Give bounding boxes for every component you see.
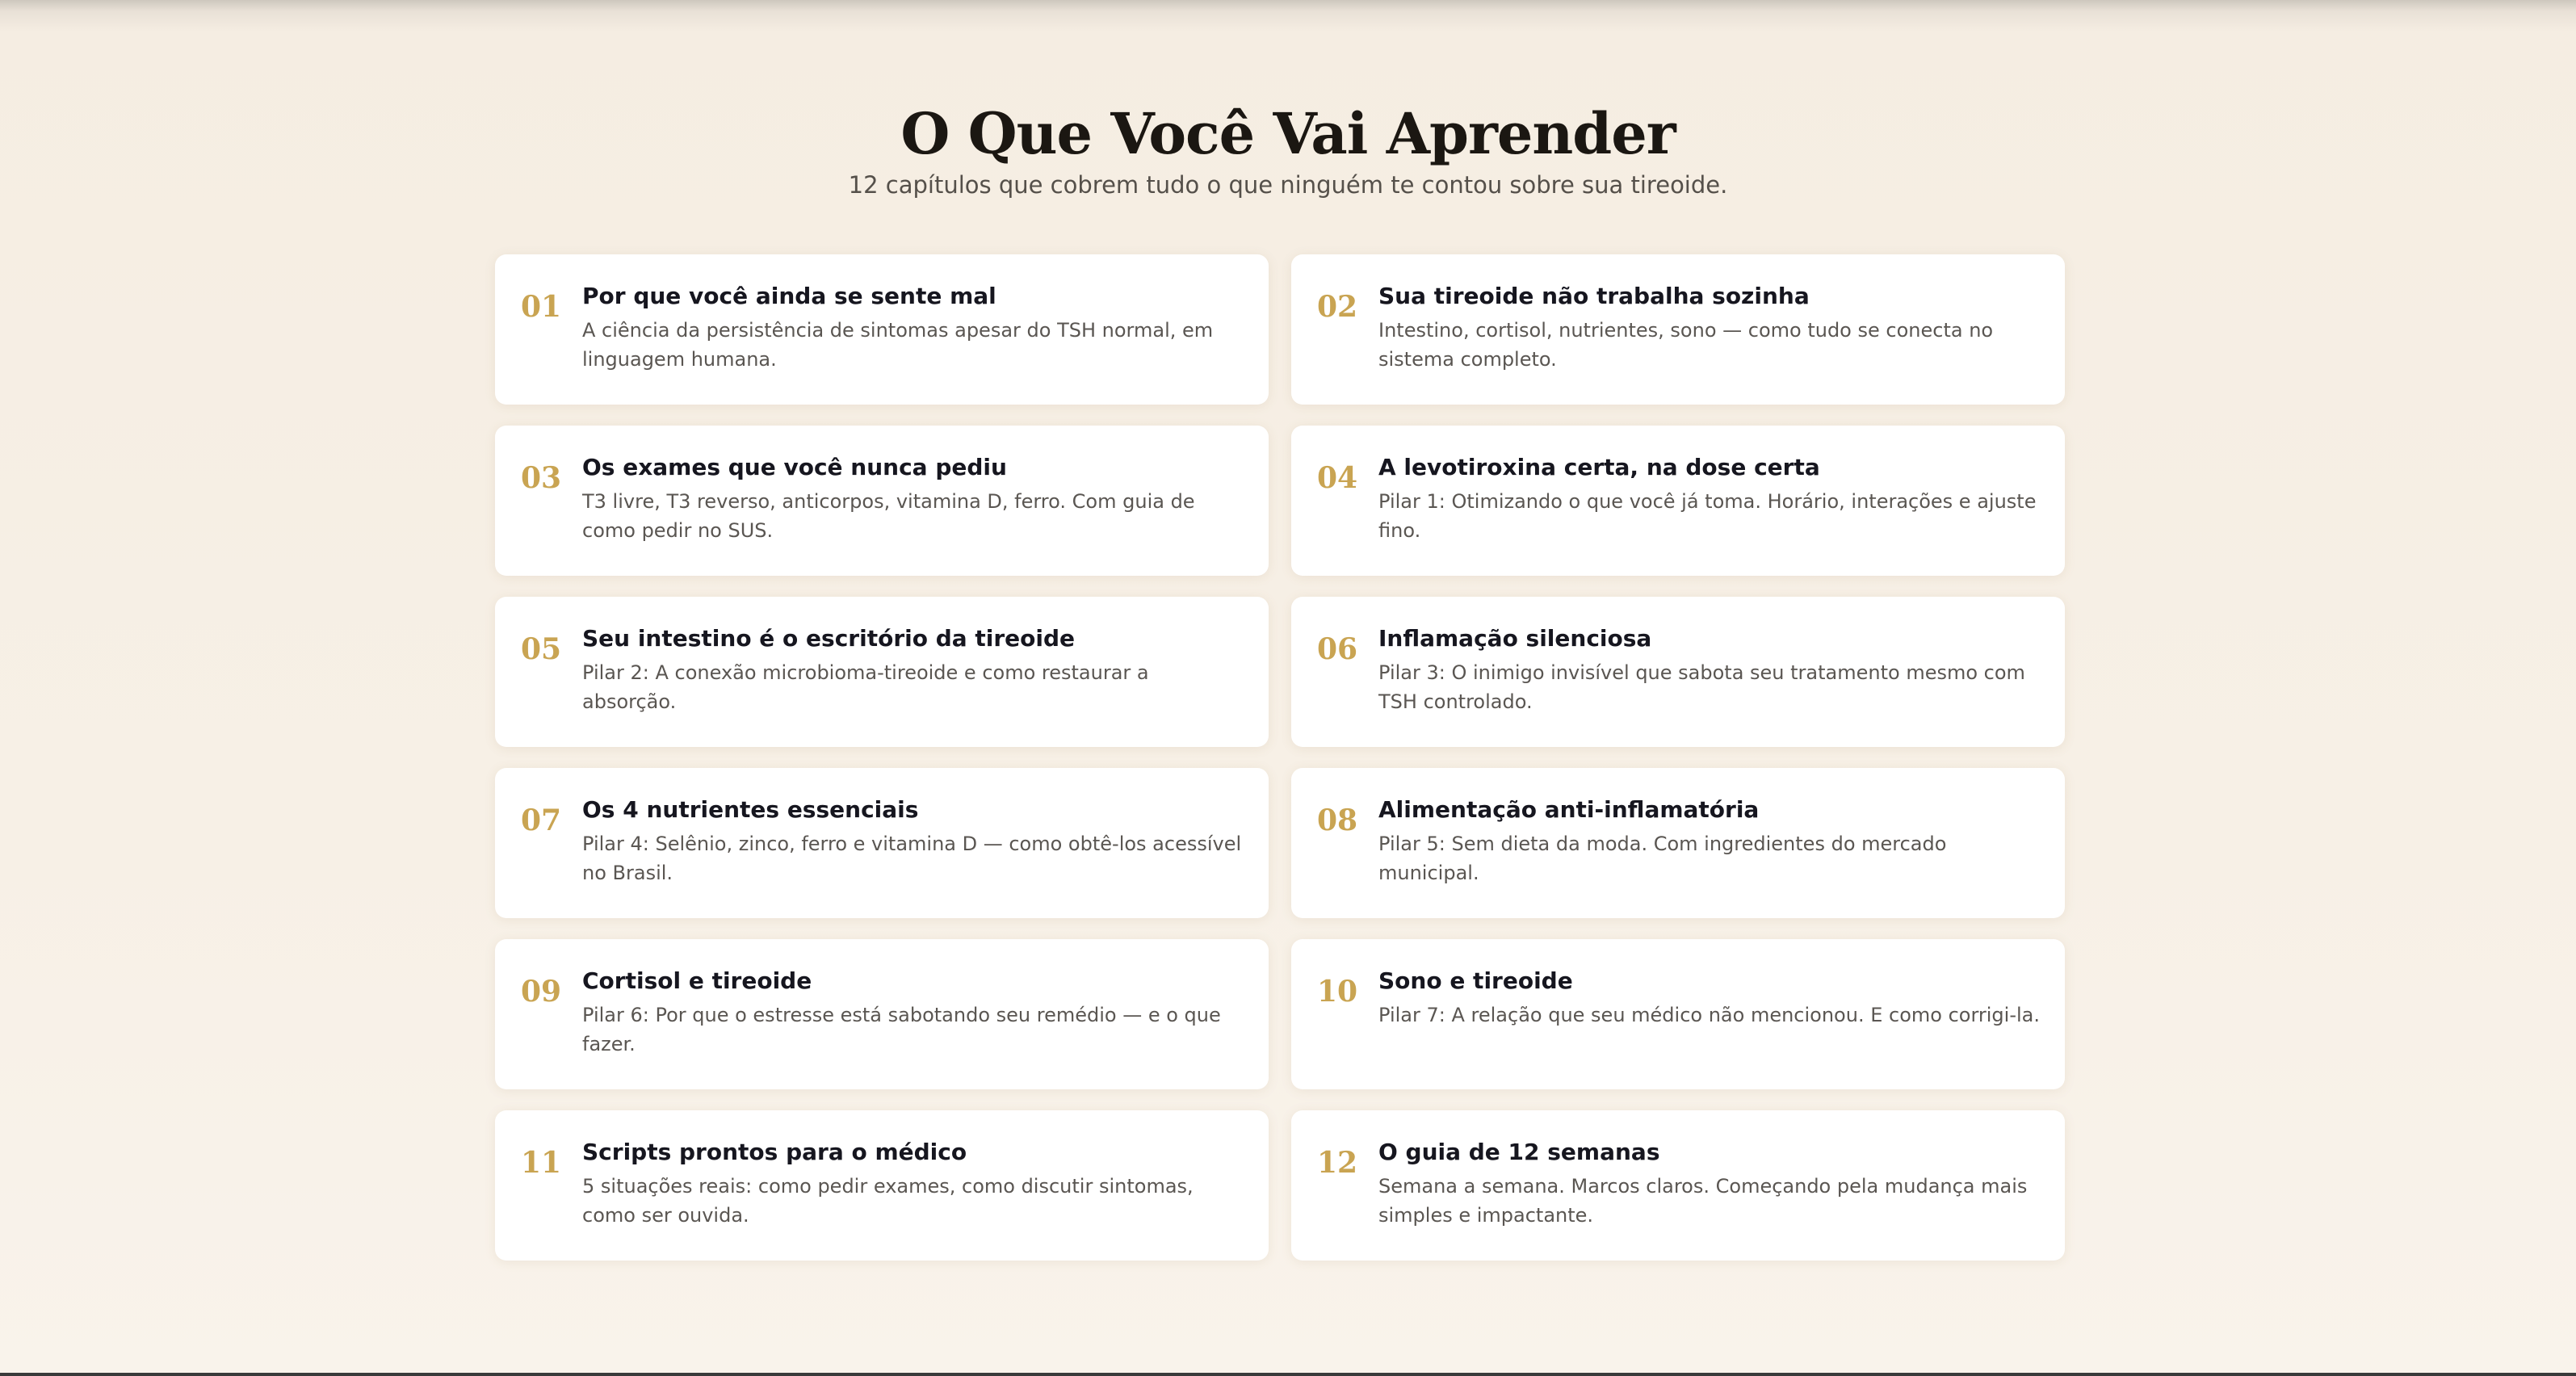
- chapter-title: Os exames que você nunca pediu: [582, 454, 1007, 480]
- chapter-text: [582, 453, 1244, 576]
- chapter-number: 12: [1317, 1146, 1358, 1180]
- chapter-description: Pilar 5: Sem dieta da moda. Com ingredientes do mercado municipal.: [1378, 833, 1947, 885]
- chapter-number: 05: [521, 632, 562, 666]
- chapter-description: 5 situações reais: como pedir exames, como discutir sintomas, como ser ouvida.: [582, 1175, 1194, 1227]
- chapter-title: Sua tireoide não trabalha sozinha: [1378, 283, 1810, 309]
- chapter-number: 06: [1317, 632, 1358, 666]
- chapter-description: T3 livre, T3 reverso, anticorpos, vitamina D, ferro. Com guia de como pedir no SUS.: [582, 490, 1195, 543]
- chapter-description: Semana a semana. Marcos claros. Começando pela mudança mais simples e impactante.: [1378, 1175, 2028, 1227]
- chapter-text: [582, 967, 1244, 1089]
- chapter-description: Pilar 1: Otimizando o que você já toma. Horário, interações e ajuste fino.: [1378, 490, 2037, 543]
- chapter-title: Sono e tireoide: [1378, 967, 1573, 994]
- chapter-card: [1291, 254, 2065, 405]
- chapter-card: [495, 597, 1269, 747]
- chapter-text: [582, 282, 1244, 405]
- section-title: O Que Você Vai Aprender: [900, 100, 1676, 168]
- chapter-title: Alimentação anti-inflamatória: [1378, 796, 1760, 823]
- section-subtitle: 12 capítulos que cobrem tudo o que ninguém te contou sobre sua tireoide.: [848, 171, 1728, 199]
- chapter-text: [1378, 1138, 2041, 1261]
- chapter-card: [1291, 597, 2065, 747]
- chapter-number: 01: [521, 290, 562, 324]
- chapter-title: Inflamação silenciosa: [1378, 625, 1652, 652]
- chapter-number: 08: [1317, 803, 1358, 837]
- chapter-title: A levotiroxina certa, na dose certa: [1378, 454, 1820, 480]
- chapter-text: [1378, 624, 2041, 747]
- chapter-card: [1291, 1110, 2065, 1261]
- chapter-description: Intestino, cortisol, nutrientes, sono — como tudo se conecta no sistema completo.: [1378, 319, 1994, 371]
- chapter-description: A ciência da persistência de sintomas apesar do TSH normal, em linguagem humana.: [582, 319, 1214, 371]
- chapter-card: [1291, 426, 2065, 576]
- chapter-text: [1378, 795, 2041, 918]
- chapter-card: [1291, 768, 2065, 918]
- chapter-description: Pilar 6: Por que o estresse está sabotando seu remédio — e o que fazer.: [582, 1004, 1221, 1056]
- chapter-number: 09: [521, 975, 562, 1009]
- chapter-title: Scripts prontos para o médico: [582, 1139, 967, 1165]
- chapter-title: Cortisol e tireoide: [582, 967, 812, 994]
- chapter-card: [1291, 939, 2065, 1089]
- chapter-number: 07: [521, 803, 562, 837]
- chapter-text: [1378, 282, 2041, 405]
- chapter-card: [495, 426, 1269, 576]
- chapter-description: Pilar 3: O inimigo invisível que sabota seu tratamento mesmo com TSH controlado.: [1378, 661, 2025, 714]
- chapter-text: [582, 624, 1244, 747]
- chapter-number: 11: [521, 1146, 562, 1180]
- chapter-description: Pilar 2: A conexão microbioma-tireoide e como restaurar a absorção.: [582, 661, 1149, 714]
- chapter-card: [495, 254, 1269, 405]
- chapter-number: 04: [1317, 461, 1358, 495]
- chapter-title: Por que você ainda se sente mal: [582, 283, 996, 309]
- chapter-number: 02: [1317, 290, 1358, 324]
- chapter-card: [495, 939, 1269, 1089]
- chapter-text: [1378, 967, 2041, 1089]
- chapter-text: [582, 795, 1244, 918]
- chapter-number: 10: [1317, 975, 1358, 1009]
- chapter-description: Pilar 7: A relação que seu médico não mencionou. E como corrigi-la.: [1378, 1004, 2040, 1027]
- chapter-grid: [495, 254, 2065, 1261]
- chapter-card: [495, 1110, 1269, 1261]
- bottom-divider: [0, 1373, 2576, 1376]
- chapter-title: Seu intestino é o escritório da tireoide: [582, 625, 1076, 652]
- chapter-title: O guia de 12 semanas: [1378, 1139, 1660, 1165]
- chapter-title: Os 4 nutrientes essenciais: [582, 796, 919, 823]
- chapter-text: [1378, 453, 2041, 576]
- chapter-number: 03: [521, 461, 562, 495]
- chapter-card: [495, 768, 1269, 918]
- chapter-description: Pilar 4: Selênio, zinco, ferro e vitamina D — como obtê-los acessível no Brasil.: [582, 833, 1242, 885]
- chapter-text: [582, 1138, 1244, 1261]
